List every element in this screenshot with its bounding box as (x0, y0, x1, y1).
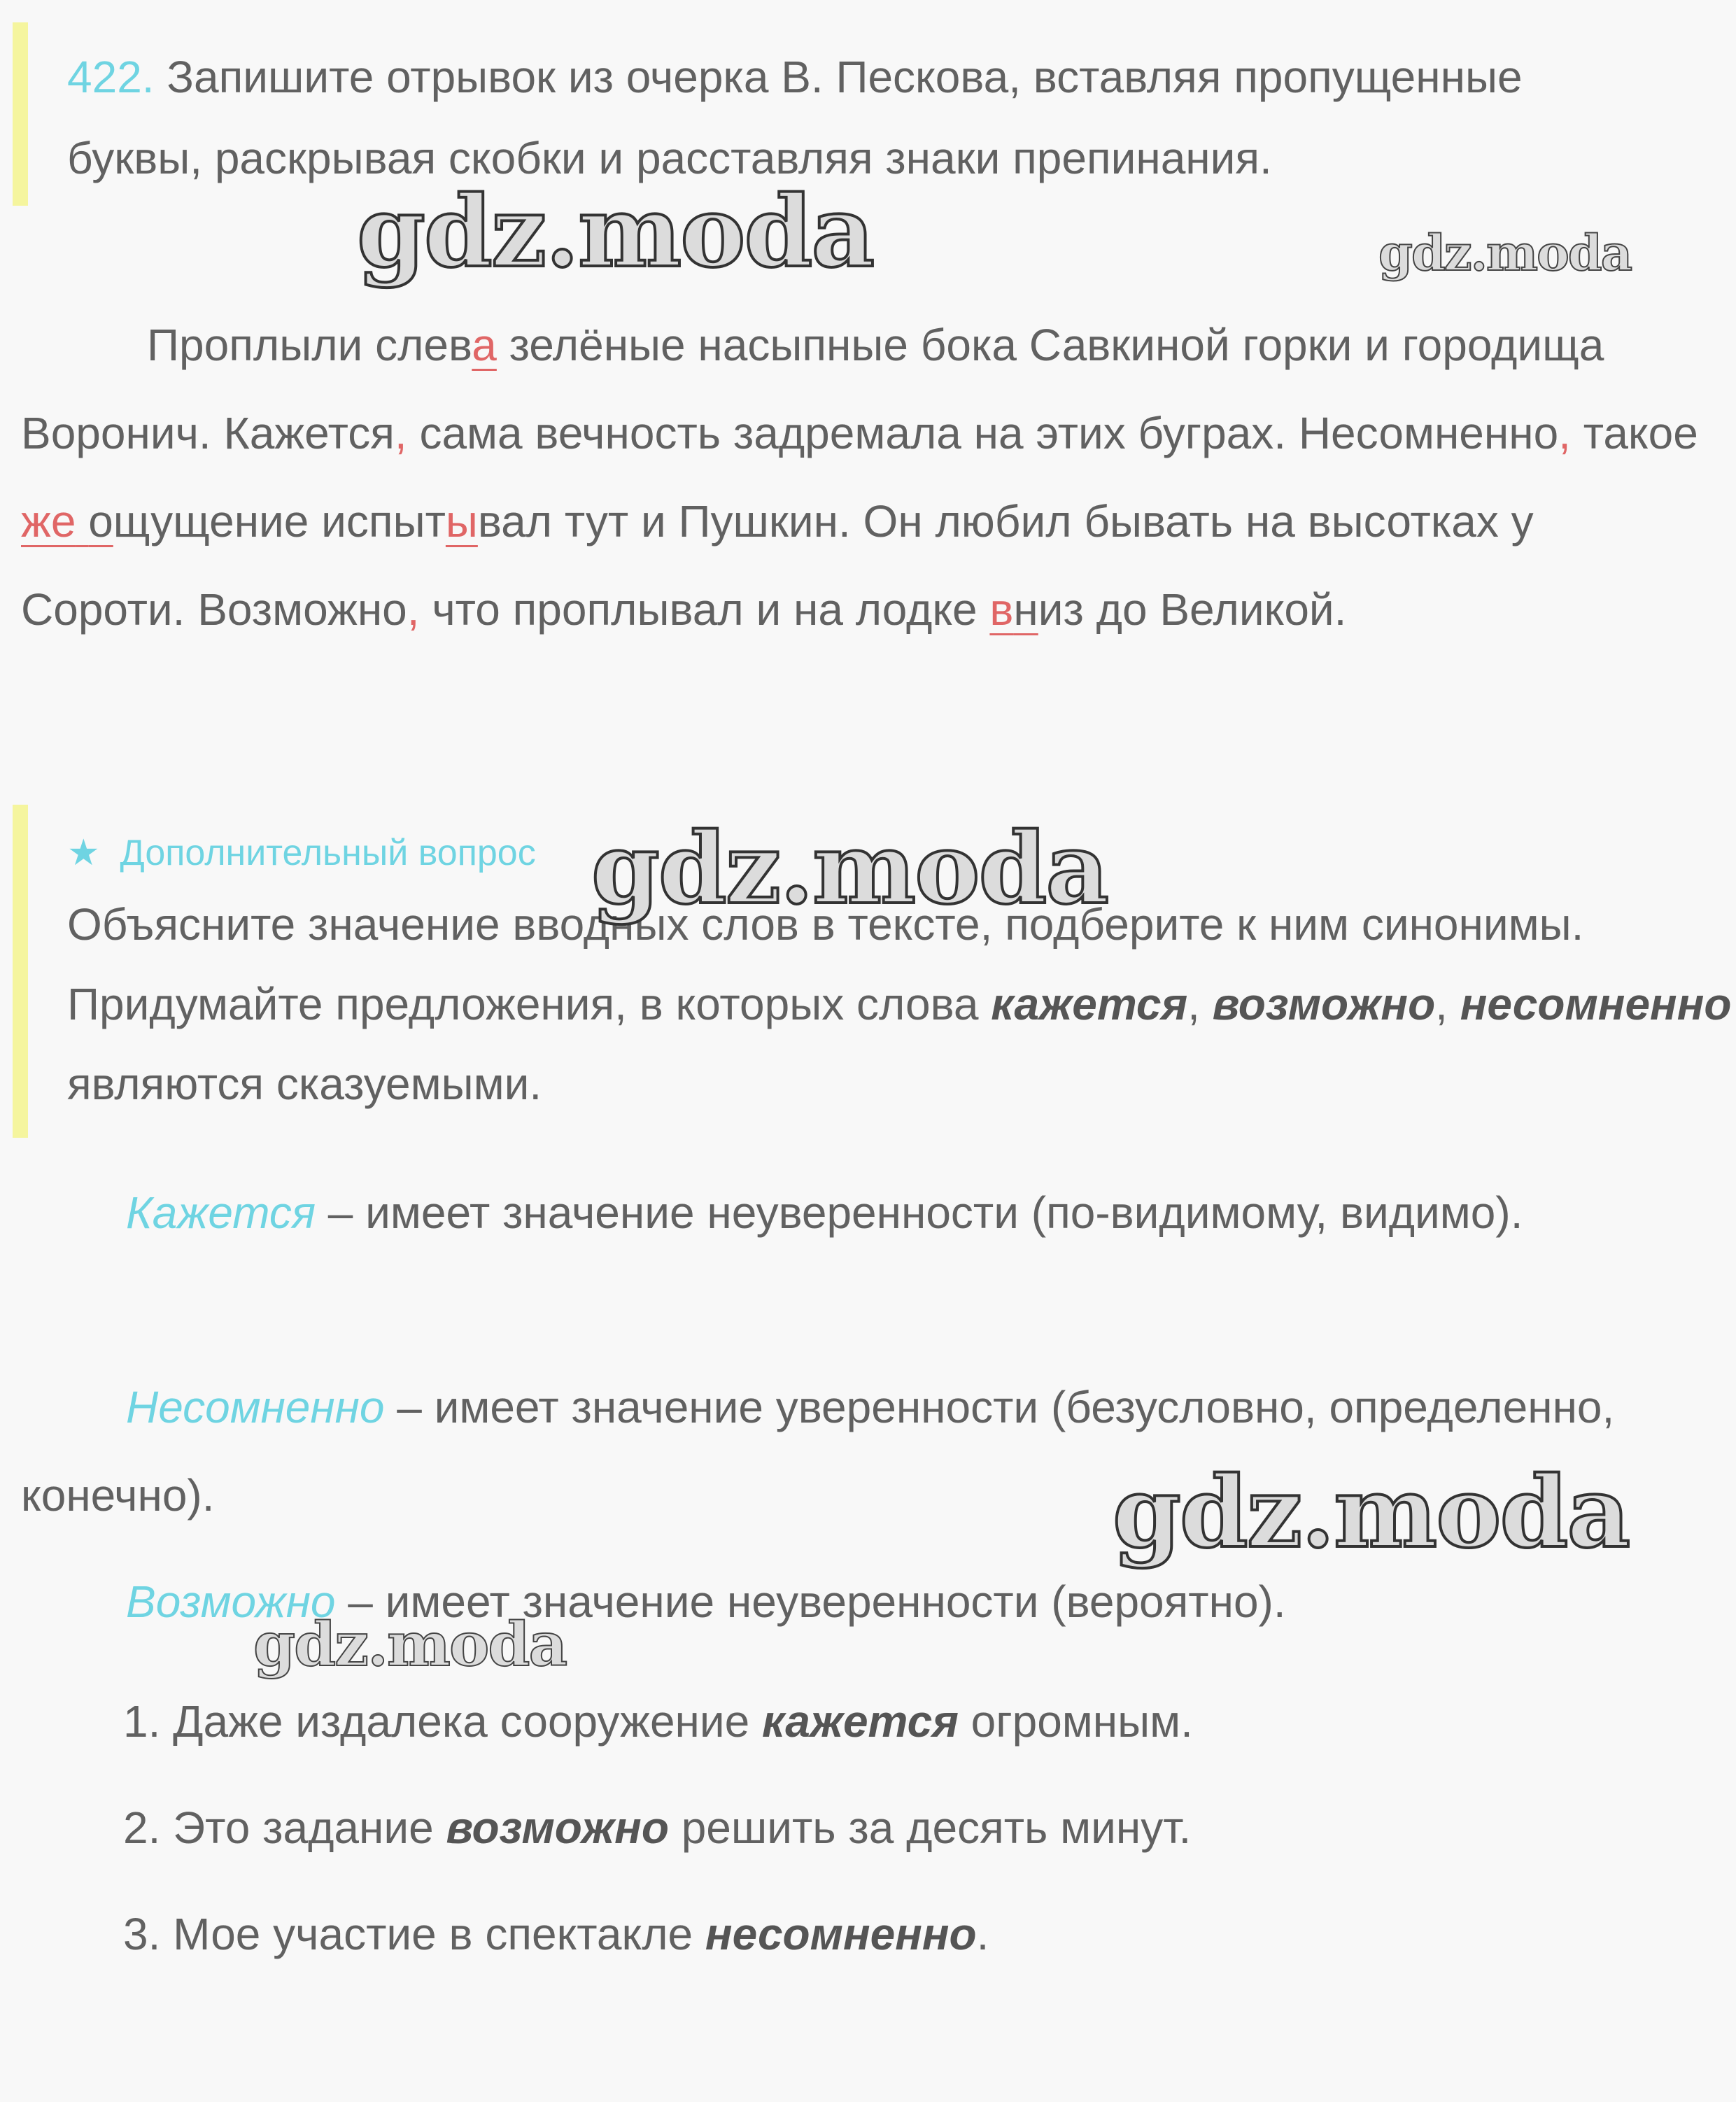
task-number: 422. (67, 52, 155, 102)
star-icon: ★ (67, 833, 100, 873)
answer-fragment: зелёные насыпные бока Савкиной горки и городища Воронич. Кажется (21, 320, 1604, 458)
example-keyword: возможно (446, 1803, 669, 1853)
example-fragment: огромным. (958, 1696, 1193, 1747)
answer-fragment: вал тут и Пушкин. Он любил бывать на высотках у Сороти. Возможно (21, 496, 1534, 635)
inserted-comma: , (407, 584, 420, 635)
task-text: Запишите отрывок из очерка В. Пескова, вставляя пропущенные буквы, раскрывая скобки и расставляя знаки препинания. (67, 52, 1523, 183)
question-fragment: Объясните значение вводных слов в тексте, подберите к ним синонимы. Придумайте предложения, в которых слова (67, 899, 1584, 1029)
answer-fragment: н (1013, 584, 1038, 635)
answer-fragment: из до Великой. (1038, 584, 1347, 635)
watermark: gdz.moda (253, 1609, 567, 1680)
watermark: gdz.moda (591, 812, 1108, 926)
inserted-letter: ы (445, 496, 478, 546)
example-keyword: несомненно (705, 1909, 977, 1959)
explanation-text: – имеет значение неуверенности (вероятно). (335, 1576, 1286, 1627)
example-fragment: 1. Даже издалека сооружение (123, 1696, 762, 1747)
explanation-term: Возможно (126, 1576, 336, 1627)
extra-question-title: Дополнительный вопрос (120, 833, 536, 873)
answer-fragment: что проплывал и на лодке (419, 584, 990, 635)
question-fragment: , (1187, 979, 1213, 1029)
keyword: кажется (991, 979, 1188, 1029)
explanation-term: Несомненно (126, 1382, 385, 1432)
explanation-paragraph (21, 1169, 1700, 1257)
answer-fragment: такое (1570, 408, 1698, 458)
example-keyword: кажется (762, 1696, 959, 1747)
example-sentence (123, 1899, 989, 1969)
question-fragment: являются сказуемыми. (67, 1059, 542, 1109)
question-fragment: , (1435, 979, 1460, 1029)
explanation-text: – имеет значение неуверенности (по-видимому, видимо). (316, 1187, 1523, 1238)
example-fragment: 2. Это задание (123, 1803, 446, 1853)
example-sentence (123, 1686, 1193, 1756)
example-fragment: решить за десять минут. (668, 1803, 1192, 1853)
explanation-text: – имеет значение уверенности (безусловно, определенно, конечно). (21, 1382, 1615, 1521)
example-fragment: . (976, 1909, 989, 1959)
example-sentence (123, 1793, 1191, 1863)
watermark: gdz.moda (1113, 1455, 1630, 1570)
answer-fragment: сама вечность задремала на этих буграх. Несомненно (407, 408, 1559, 458)
example-fragment: 3. Мое участие в спектакле (123, 1909, 705, 1959)
answer-fragment (76, 496, 88, 546)
watermark: gdz.moda (357, 175, 874, 290)
answer-fragment: Проплыли слев (147, 320, 472, 370)
keyword: возможно (1212, 979, 1436, 1029)
inserted-comma: , (394, 408, 407, 458)
answer-fragment: о (88, 496, 113, 546)
keyword: несомненно (1460, 979, 1732, 1029)
answer-fragment: щущение испыт (113, 496, 446, 546)
explanation-term: Кажется (126, 1187, 316, 1238)
watermark: gdz.moda (1378, 224, 1632, 282)
opened-bracket-word: же (21, 496, 76, 546)
inserted-comma: , (1558, 408, 1571, 458)
inserted-letter: в (989, 584, 1014, 635)
inserted-letter: а (472, 320, 497, 370)
answer-text (21, 301, 1700, 654)
